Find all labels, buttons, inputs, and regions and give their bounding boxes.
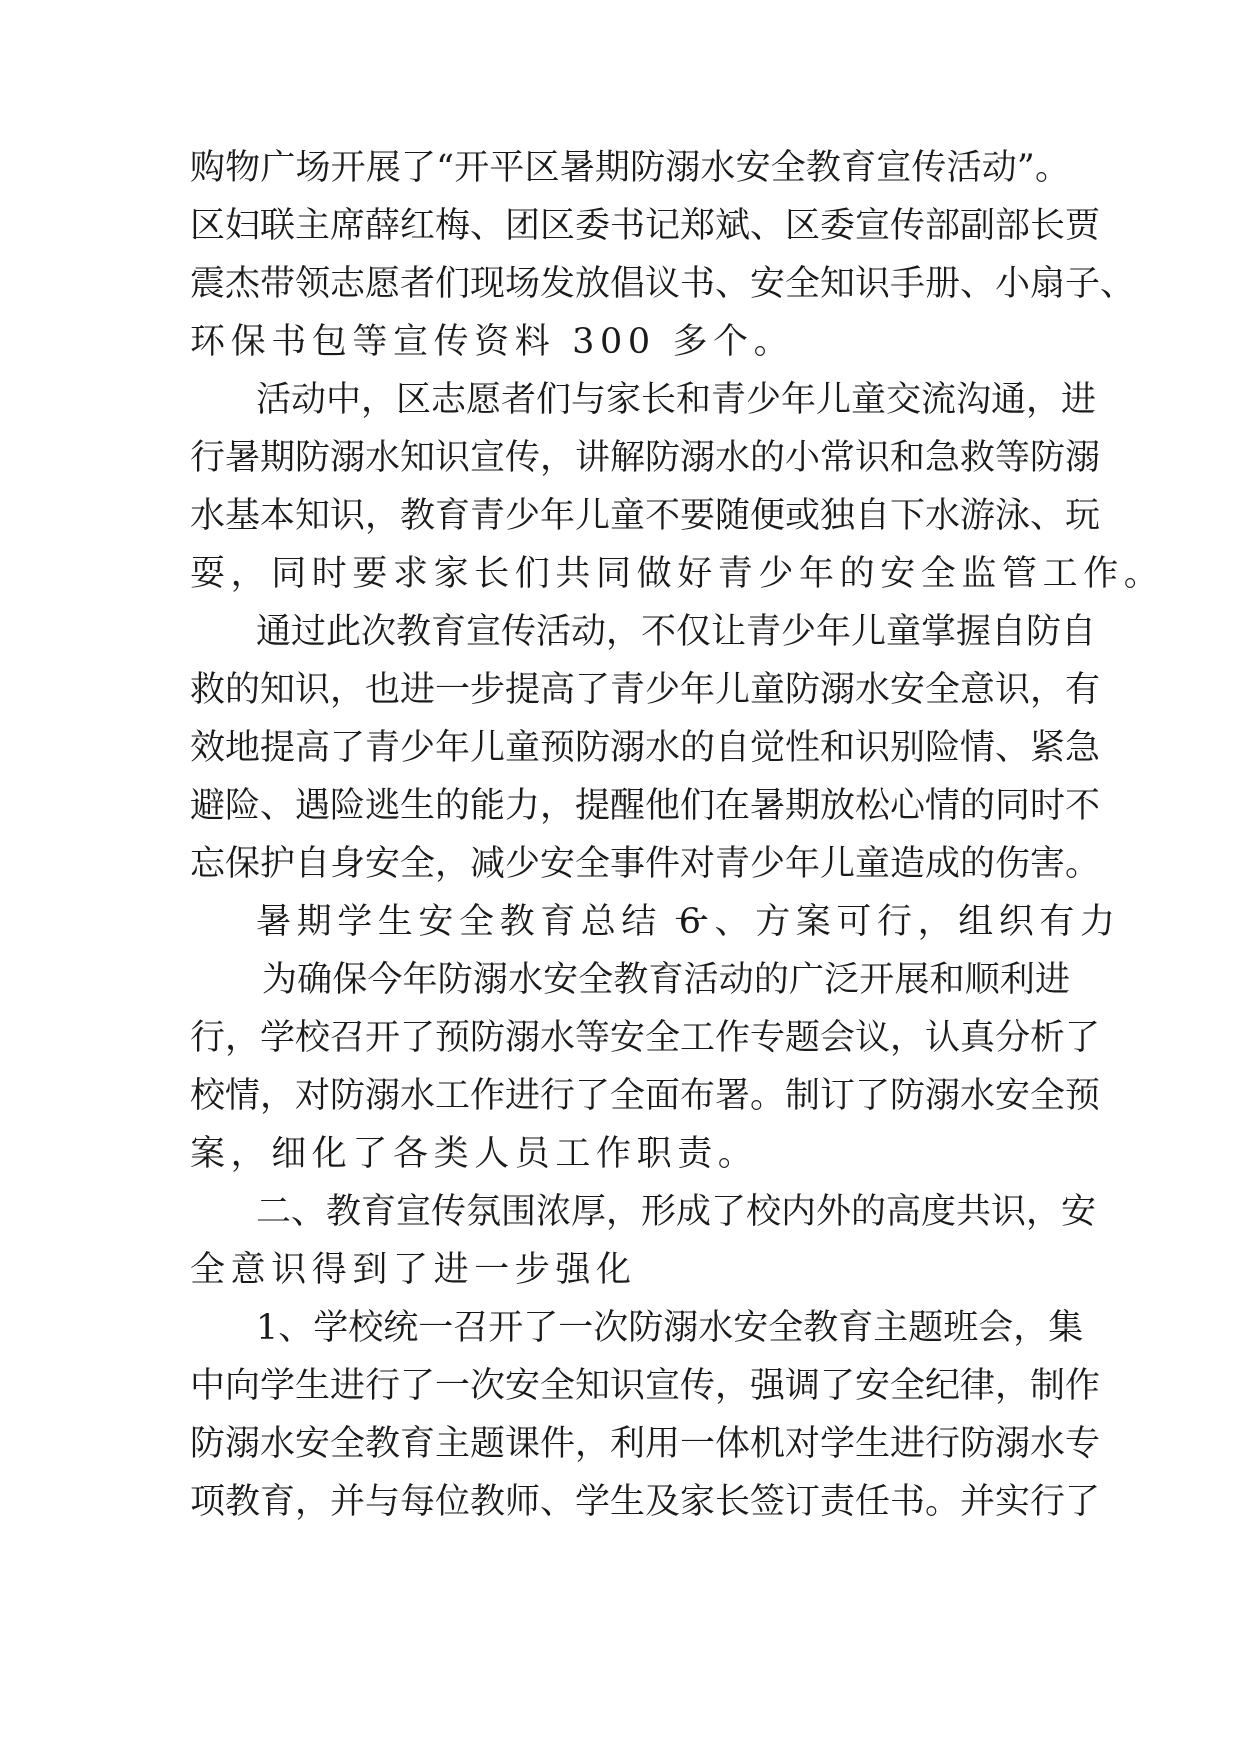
text-line: 为确保今年防溺水安全教育活动的广泛开展和顺利进 (262, 960, 1070, 1000)
section-heading (256, 892, 1121, 952)
text-line: 中向学生进行了一次安全知识宣传，强调了安全纪律，制作 (190, 1366, 1101, 1406)
text-line: 案，细化了各类人员工作职责。 (190, 1134, 759, 1174)
text-line: 区妇联主席薛红梅、团区委书记郑斌、区委宣传部副部长贾 (190, 206, 1101, 246)
text-line: 救的知识，也进一步提高了青少年儿童防溺水安全意识，有 (190, 670, 1101, 710)
text-line: 二、教育宣传氛围浓厚，形成了校内外的高度共识，安 (256, 1192, 1097, 1232)
text-line: 全意识得到了进一步强化 (190, 1250, 637, 1290)
text-line: 震杰带领志愿者们现场发放倡议书、安全知识手册、小扇子、 (190, 264, 1136, 304)
text-line: 效地提高了青少年儿童预防溺水的自觉性和识别险情、紧急 (190, 728, 1101, 768)
text-line: 避险、遇险逃生的能力，提醒他们在暑期放松心情的同时不 (190, 786, 1101, 826)
text-line: 水基本知识，教育青少年儿童不要随便或独自下水游泳、玩 (190, 496, 1101, 536)
text-line: 通过此次教育宣传活动，不仅让青少年儿童掌握自防自 (256, 612, 1097, 652)
text-line: 1、学校统一召开了一次防溺水安全教育主题班会，集 (256, 1308, 1084, 1348)
heading-title: 暑期学生安全教育总结 6 (256, 902, 707, 942)
text-line: 活动中，区志愿者们与家长和青少年儿童交流沟通，进 (256, 380, 1097, 420)
text-line: 行，学校召开了预防溺水等安全工作专题会议，认真分析了 (190, 1018, 1101, 1058)
text-line: 项教育，并与每位教师、学生及家长签订责任书。并实行了 (190, 1482, 1101, 1522)
text-line: 校情，对防溺水工作进行了全面布署。制订了防溺水安全预 (190, 1076, 1101, 1116)
heading-subtitle: 一、方案可行，组织有力 (674, 902, 1121, 942)
text-line: 耍，同时要求家长们共同做好青少年的安全监管工作。 (190, 554, 1165, 594)
text-line: 购物广场开展了“开平区暑期防溺水安全教育宣传活动”。 (190, 148, 1070, 188)
text-line: 忘保护自身安全，减少安全事件对青少年儿童造成的伤害。 (190, 844, 1101, 884)
text-line: 防溺水安全教育主题课件，利用一体机对学生进行防溺水专 (190, 1424, 1101, 1464)
text-line: 环保书包等宣传资料 300 多个。 (190, 322, 795, 362)
text-line: 行暑期防溺水知识宣传，讲解防溺水的小常识和急救等防溺 (190, 438, 1101, 478)
